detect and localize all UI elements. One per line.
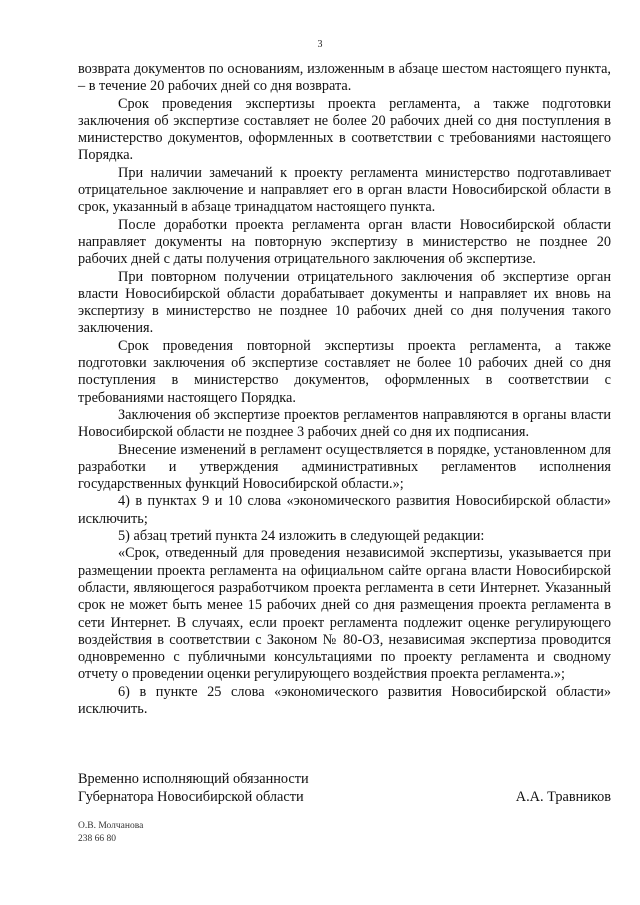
paragraph: 6) в пункте 25 слова «экономического развития Новосибирской области» исключить.	[78, 683, 611, 717]
paragraph: «Срок, отведенный для проведения независимой экспертизы, указывается при размещении проекта регламента на официальном сайте органа власти Новосибирской области, являющегося разработчиком проекта регламента в сети Интернет. Указанный срок не может быть менее 15 рабочих дней со дня размещения проекта регламента в сети Интернет. В случаях, если проект регламента подлежит оценке регулирующего воздействия в соответствии с Законом № 80-ОЗ, независимая экспертиза проводится одновременно с публичными консультациями по проекту регламента и сводному отчету о проведении оценки регулирующего воздействия проекта регламента.»;	[78, 545, 611, 683]
signatory-position-line1: Временно исполняющий обязанности	[78, 771, 309, 787]
paragraph: Заключения об экспертизе проектов регламентов направляются в органы власти Новосибирской области не позднее 3 рабочих дней со дня их подписания.	[78, 406, 611, 441]
executor-footer	[78, 820, 143, 846]
paragraph: При наличии замечаний к проекту регламента министерство подготавливает отрицательное заключение и направляет его в орган власти Новосибирской области в срок, указанный в абзаце тринадцатом настоящего пункта.	[78, 164, 611, 216]
paragraph: 4) в пунктах 9 и 10 слова «экономического развития Новосибирской области» исключить;	[78, 493, 611, 527]
signatory-name: А.А. Травников	[515, 789, 611, 805]
paragraph: Срок проведения повторной экспертизы проекта регламента, а также подготовки заключения об экспертизе составляет не более 10 рабочих дней со дня поступления в министерство документов, оформленных в соответствии с требованиями настоящего Порядка.	[78, 337, 611, 406]
paragraph: После доработки проекта регламента орган власти Новосибирской области направляет документы на повторную экспертизу в министерство не позднее 20 рабочих дней с даты получения отрицательного заключения об экспертизе.	[78, 216, 611, 268]
document-body	[78, 61, 611, 718]
paragraph: При повторном получении отрицательного заключения об экспертизе орган власти Новосибирской области дорабатывает документы и направляет их вновь на экспертизу в министерство не позднее 10 рабочих дней со дня получения такого заключения.	[78, 268, 611, 337]
page-number: 3	[317, 39, 323, 50]
paragraph: Срок проведения экспертизы проекта регламента, а также подготовки заключения об экспертизе составляет не более 20 рабочих дней со дня поступления в министерство документов, оформленных в соответствии с требованиями настоящего Порядка.	[78, 95, 611, 164]
signature-block	[78, 770, 611, 806]
paragraph: Внесение изменений в регламент осуществляется в порядке, установленном для разработки и утверждения административных регламентов исполнения государственных функций Новосибирской области.»;	[78, 441, 611, 493]
paragraph: 5) абзац третий пункта 24 изложить в следующей редакции:	[118, 528, 485, 545]
executor-name: О.В. Молчанова	[78, 821, 144, 831]
executor-phone: 238 66 80	[78, 834, 116, 844]
paragraph: возврата документов по основаниям, изложенным в абзаце шестом настоящего пункта, – в течение 20 рабочих дней со дня возврата.	[78, 61, 611, 95]
signatory-position-line2: Губернатора Новосибирской области	[78, 789, 304, 805]
